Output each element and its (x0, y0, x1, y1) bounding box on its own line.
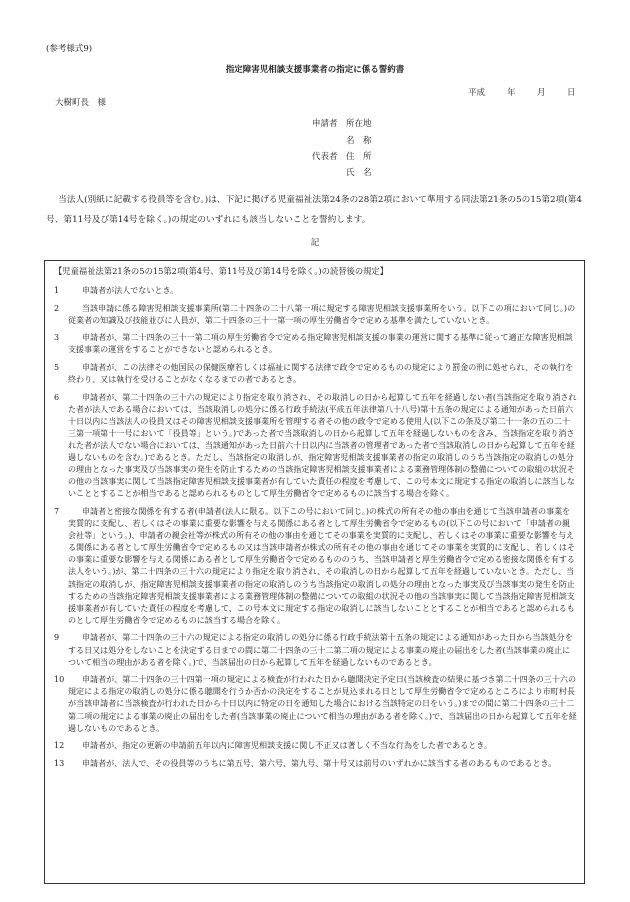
provision-item (54, 506, 577, 627)
company-name-label: 名 称 (346, 136, 372, 146)
provision-number: 7 (54, 507, 60, 516)
provision-number: 6 (54, 392, 60, 402)
provision-item (54, 362, 577, 386)
provision-text: 申請者が、第二十四条の三十一第二項の厚生労働省令で定める指定障害児相談支援の事業の運営に関する基準に従って適正な障害児相談支援事業の運営をすることができないと認められるとき。 (68, 333, 573, 355)
provisions-title: 【児童福祉法第21条の5の15第2項(第4号、第11号及び第14号を除く。)の読替後の規定】 (54, 266, 389, 276)
reference-label: (参考様式9) (46, 44, 93, 54)
provision-text: 当該申請に係る障害児相談支援事業所(第二十四条の二十八第一項に規定する障害児相談支援事業所をいう。以下この項において同じ。)の従業者の知識及び技能並びに人員が、第二十四条の三十一第一項の厚生労働省令で定める基準を満たしていないとき。 (68, 303, 576, 325)
provision-text: 申請者が、第二十四条の三十六の規定により指定を取り消され、その取消しの日から起算して五年を経過しない者(当該指定を取り消された者が法人である場合においては、当該取消しの処分に係る行政手続法(平成五年法律第八十八号)第十五条の規定による通知があった日前六十日以内に当該法人の役員又はその障害児相談支援事業所を管理する者その他の政令で定める使用人(以下この条及び第二十一条の五の二十三第一項第十一号において「役員等」という。)であった者で当該取消しの日から起算して五年を経過しないものを含み、当該指定を取り消された者が法人でない場合においては、当該通知があった日前六十日以内に当該者の管理者であった者で当該取消しの日から起算して五年を経過しないものを含む。)であるとき。ただし、当該指定の取消しが、指定障害児相談支援事業者の指定の取消しのうち当該指定の取消しの処分の理由となった事実及び当該事実の発生を防止するための当該指定障害児相談支援事業者による業務管理体制の整備についての取組の状況その他の当該事実に関して当該指定障害児相談支援事業者が有していた責任の程度を考慮して、この号本文に規定する指定の取消しに該当しないこととすることが相当であると認められるものとして厚生労働省令で定めるものに該当する場合を除く。 (68, 392, 577, 499)
addressee: 大樹町長 様 (55, 98, 107, 108)
provision-number: 1 (54, 286, 60, 295)
residence-label: 住 所 (346, 152, 372, 162)
provision-text: 申請者が、法人で、その役員等のうちに第五号、第六号、第九号、第十号又は前号のいずれかに該当する者のあるものであるとき。 (82, 758, 557, 768)
provision-text: 申請者が法人でないとき。 (82, 286, 179, 295)
provision-number: 2 (54, 303, 60, 313)
document-title: 指定障害児相談支援事業者の指定に係る誓約書 (225, 65, 405, 75)
date-year: 年 (507, 88, 516, 98)
provision-number: 9 (54, 633, 60, 643)
provision-item (54, 285, 577, 297)
provision-text: 申請者と密接な関係を有する者(申請者(法人に限る。以下この号において同じ。)の株式の所有その他の事由を通じて当該申請者の事業を実質的に支配し、若しくはその事業に重要な影響を与える関係にある者として厚生労働省令で定めるもの(以下この号において「申請者の親会社等」という。)、申請者の親会社等が株式の所有その他の事由を通じてその事業を実質的に支配し、若しくはその事業に重要な影響を与える関係にある者として厚生労働省令で定めるもの又は当該申請者が株式の所有その他の事由を通じてその事業を実質的に支配し、若しくはその事業に重要な影響を与える関係にある者として厚生労働省令で定めるもののうち、当該申請者と厚生労働省令で定める密接な関係を有する法人をいう。)が、第二十四条の三十六の規定により指定を取り消され、その取消しの日から起算して五年を経過していないとき。ただし、当該指定の取消しが、指定障害児相談支援事業者の指定の取消しのうち当該指定の取消しの処分の理由となった事実及び当該事実の発生を防止するための当該指定障害児相談支援事業者による業務管理体制の整備についての取組の状況その他の当該事実に関して当該指定障害児相談支援事業者が有していた責任の程度を考慮して、この号本文に規定する指定の取消しに該当しないこととすることが相当であると認められるものとして厚生労働省令で定めるものに該当する場合を除く。 (68, 507, 575, 625)
representative-role: 代表者 (312, 152, 338, 162)
provision-text: 申請者が、第二十四条の三十六の規定による指定の取消しの処分に係る行政手続法第十五条の規定による通知があった日から当該処分をする日又は処分をしないことを決定する日までの間に第二十四条の三十二第二項の規定による事業の廃止の届出をした者(当該事業の廃止について相当の理由がある者を除く。)で、当該届出の日から起算して五年を経過しないものであるとき。 (68, 633, 573, 667)
provision-item (54, 674, 577, 734)
provision-number: 3 (54, 333, 60, 343)
provision-text: 申請者が、この法律その他国民の保健医療若しくは福祉に関する法律で政令で定めるものの規定により罰金の刑に処せられ、その執行を終わり、又は執行を受けることがなくなるまでの者であるとき。 (68, 362, 574, 385)
provision-item (54, 632, 577, 668)
provision-number: 10 (54, 675, 65, 685)
provision-item (54, 740, 577, 752)
fullname-label: 氏 名 (346, 168, 372, 178)
provision-item (54, 332, 577, 356)
date-day: 日 (567, 88, 576, 98)
provision-number: 12 (54, 741, 65, 751)
provisions-box (44, 260, 585, 884)
provision-number: 13 (54, 758, 65, 768)
provision-item (54, 758, 577, 770)
provision-number: 5 (54, 362, 60, 372)
applicant-role: 申請者 (312, 119, 338, 129)
address-label: 所在地 (346, 119, 372, 129)
provision-item (54, 303, 577, 327)
ki-heading: 記 (310, 238, 320, 248)
provisions-list (54, 285, 577, 775)
provision-text: 申請者が、第二十四条の三十四第一項の規定による検査が行われた日から聴聞決定予定日(当該検査の結果に基づき第二十四条の三十六の規定による指定の取消しの処分に係る聴聞を行うか否かの決定をすることが見込まれる日として厚生労働省令で定めるところにより市町村長が当該申請者に当該検査が行われた日から十日以内に特定の日を通知した場合における当該特定の日をいう。)までの間に第二十四条の三十二第二項の規定による事業の廃止の届出をした者(当該事業の廃止について相当の理由がある者を除く。)で、当該届出の日から起算して五年を経過しないものであるとき。 (68, 675, 577, 733)
pledge-intro: 当法人(別紙に記載する役員等を含む。)は、下記に掲げる児童福祉法第24条の28第2項において準用する同法第21条の5の15第2項(第4号、第11号及び第14号を除く。)の規定のいずれにも該当しないことを誓約します。 (46, 195, 582, 225)
provision-item (54, 392, 577, 501)
provision-text: 申請者が、指定の更新の申請前五年以内に障害児相談支援に関し不正又は著しく不当な行為をした者であるとき。 (82, 741, 493, 751)
date-month: 月 (537, 88, 546, 98)
date-era: 平成 (468, 88, 486, 98)
